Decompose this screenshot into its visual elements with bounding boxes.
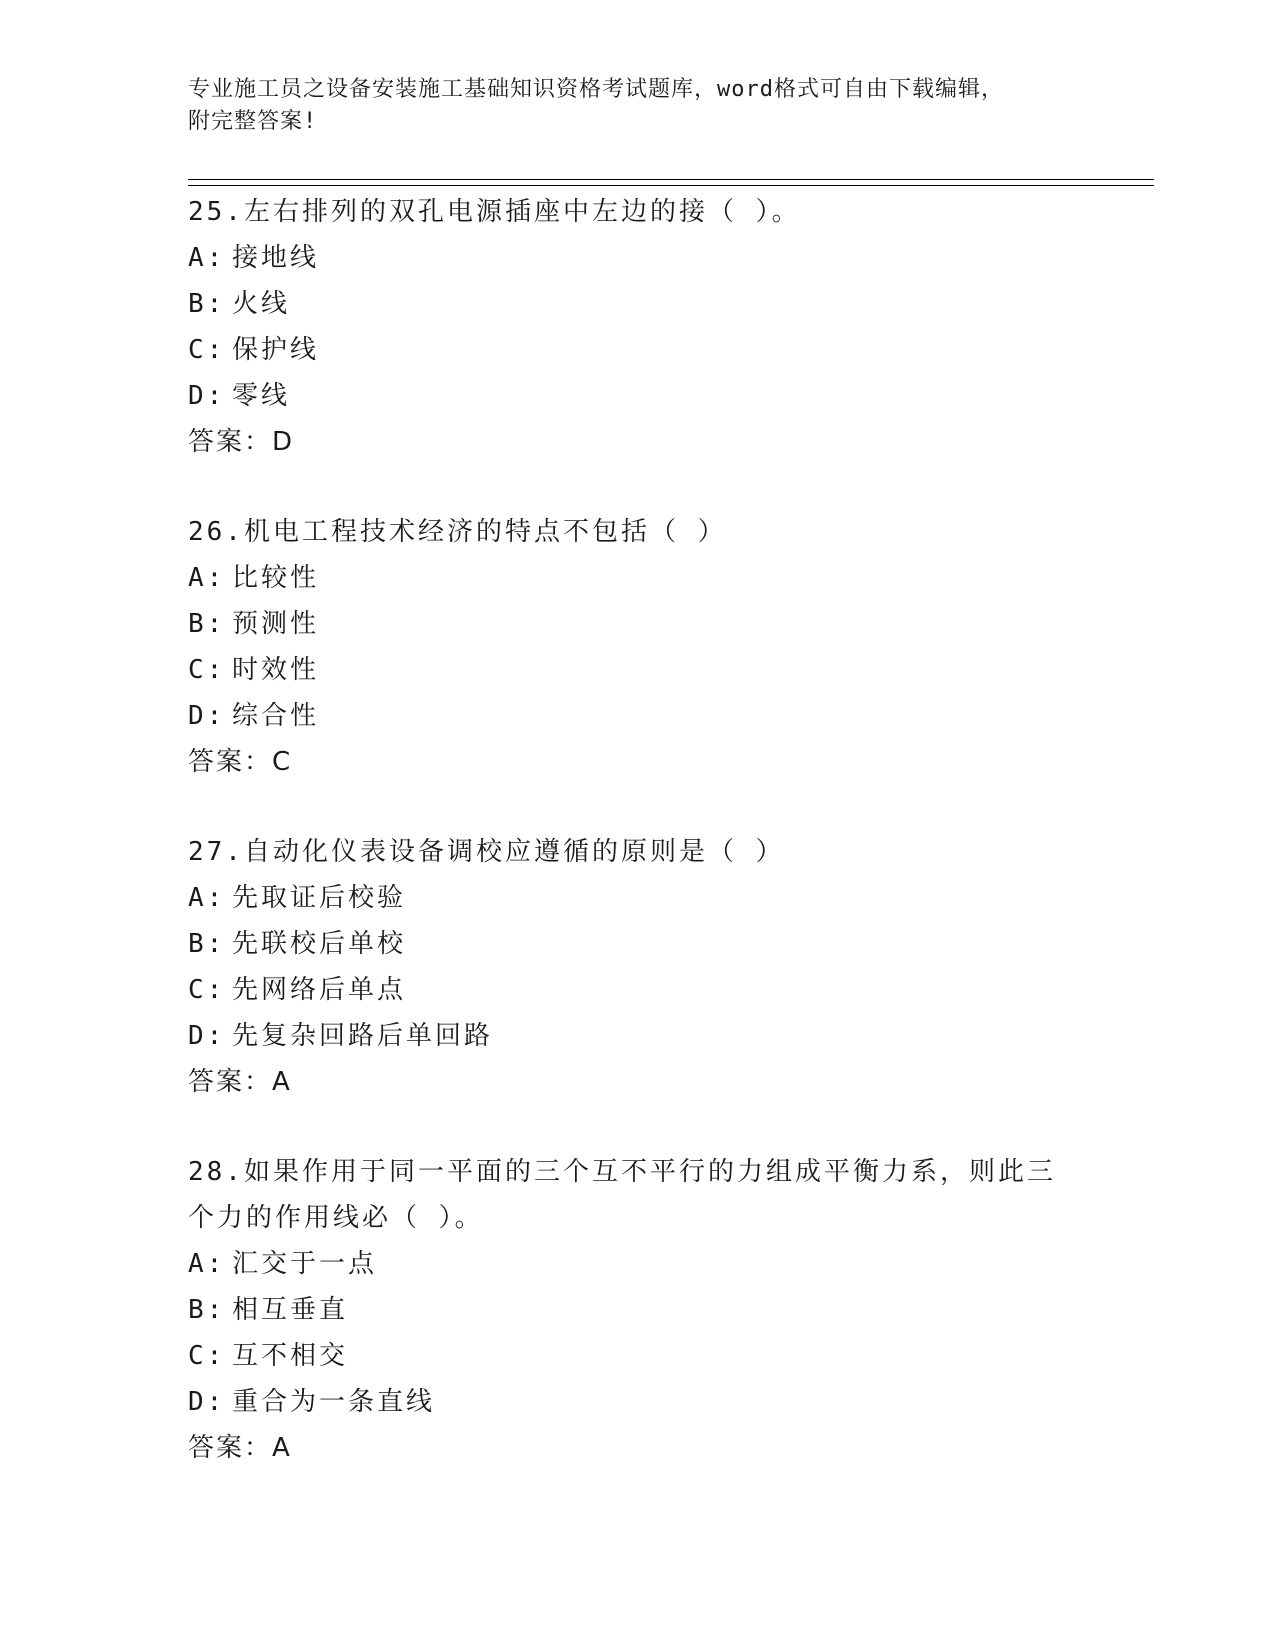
option-d [188, 1013, 1088, 1059]
option-key: C: [188, 1341, 226, 1371]
option-text: 时效性 [232, 655, 320, 685]
option-text: 保护线 [232, 335, 320, 365]
option-key: D: [188, 701, 226, 731]
answer: 答案：C [188, 747, 293, 777]
option-text: 相互垂直 [232, 1295, 349, 1325]
question-stem: 28.如果作用于同一平面的三个互不平行的力组成平衡力系，则此三个力的作用线必（ ）。 [188, 1157, 1056, 1233]
option-text: 先复杂回路后单回路 [232, 1021, 494, 1051]
option-key: B: [188, 609, 226, 639]
option-text: 比较性 [232, 563, 320, 593]
option-key: A: [188, 563, 226, 593]
option-key: A: [188, 243, 226, 273]
option-text: 先联校后单校 [232, 929, 407, 959]
option-d [188, 693, 1088, 739]
option-key: D: [188, 1387, 226, 1417]
answer: 答案：A [188, 1067, 292, 1097]
option-key: C: [188, 655, 226, 685]
option-text: 重合为一条直线 [232, 1387, 436, 1417]
option-a [188, 1241, 1088, 1287]
option-c [188, 327, 1088, 373]
question-block [188, 829, 1088, 1105]
option-text: 汇交于一点 [232, 1249, 378, 1279]
answer: 答案：A [188, 1433, 292, 1463]
answer: 答案：D [188, 427, 295, 457]
question-block [188, 189, 1088, 465]
option-key: C: [188, 975, 226, 1005]
option-key: D: [188, 1021, 226, 1051]
header-divider-bottom [188, 185, 1154, 186]
option-text: 先网络后单点 [232, 975, 407, 1005]
option-text: 接地线 [232, 243, 320, 273]
option-b [188, 1287, 1088, 1333]
question-stem: 25.左右排列的双孔电源插座中左边的接（ ）。 [188, 197, 801, 227]
option-key: A: [188, 1249, 226, 1279]
option-text: 互不相交 [232, 1341, 349, 1371]
option-a [188, 875, 1088, 921]
option-key: B: [188, 929, 226, 959]
option-key: C: [188, 335, 226, 365]
question-stem: 26.机电工程技术经济的特点不包括（ ） [188, 517, 727, 547]
option-a [188, 555, 1088, 601]
option-d [188, 373, 1088, 419]
question-block [188, 509, 1088, 785]
option-b [188, 601, 1088, 647]
option-key: B: [188, 1295, 226, 1325]
option-text: 综合性 [232, 701, 320, 731]
option-c [188, 967, 1088, 1013]
header-line-1: 专业施工员之设备安装施工基础知识资格考试题库，word格式可自由下载编辑， [188, 77, 1004, 102]
header-line-2: 附完整答案! [188, 109, 318, 134]
option-text: 零线 [232, 381, 291, 411]
option-key: B: [188, 289, 226, 319]
option-b [188, 281, 1088, 327]
option-b [188, 921, 1088, 967]
option-c [188, 647, 1088, 693]
question-stem: 27.自动化仪表设备调校应遵循的原则是（ ） [188, 837, 785, 867]
question-block [188, 1149, 1088, 1471]
option-key: D: [188, 381, 226, 411]
option-text: 火线 [232, 289, 291, 319]
option-text: 先取证后校验 [232, 883, 407, 913]
option-a [188, 235, 1088, 281]
option-text: 预测性 [232, 609, 320, 639]
option-c [188, 1333, 1088, 1379]
option-key: A: [188, 883, 226, 913]
option-d [188, 1379, 1088, 1425]
header-divider-top [188, 179, 1154, 180]
document-header [188, 74, 1088, 138]
